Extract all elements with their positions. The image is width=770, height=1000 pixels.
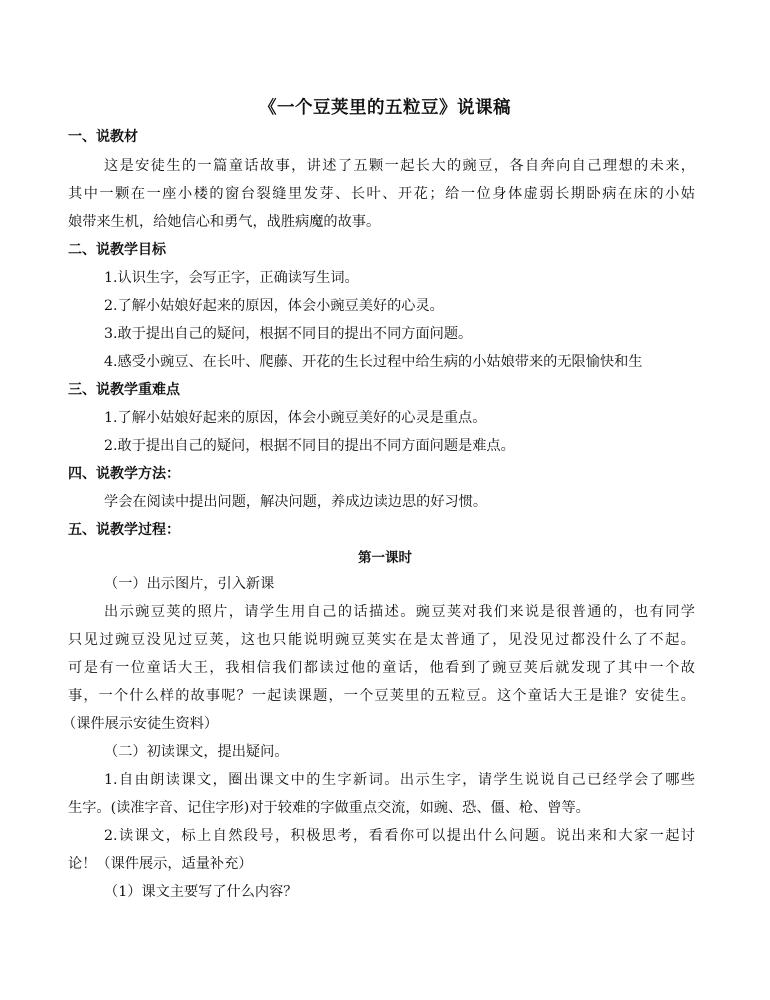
paragraph-line: （课件展示安徒生资料） <box>62 716 219 732</box>
subsection-heading: （二）初读课文，提出疑问。 <box>104 744 289 760</box>
paragraph-line: 娘带来生机，给她信心和勇气，战胜病魔的故事。 <box>68 214 381 230</box>
list-item: 2.了解小姑娘好起来的原因，体会小豌豆美好的心灵。 <box>104 298 444 314</box>
document-title: 《一个豆荚里的五粒豆》说课稿 <box>259 98 511 118</box>
paragraph-line: 论！（课件展示，适量补充） <box>68 856 253 872</box>
paragraph-line: 只见过豌豆没见过豆荚，这也只能说明豌豆荚实在是太普通了，见没见过都没什么了不起。 <box>68 632 695 648</box>
section-heading-process: 五、说教学过程： <box>68 522 180 538</box>
list-item: 1.了解小姑娘好起来的原因，体会小豌豆美好的心灵是重点。 <box>104 410 487 426</box>
list-item: 3.敢于提出自己的疑问，根据不同目的提出不同方面问题。 <box>104 326 473 342</box>
section-heading-methods: 四、说教学方法： <box>68 466 180 482</box>
paragraph-line: 这是安徒生的一篇童话故事，讲述了五颗一起长大的豌豆，各自奔向自己理想的未来， <box>104 158 695 174</box>
paragraph-line: 事，一个什么样的故事呢？一起读课题，一个豆荚里的五粒豆。这个童话大王是谁？安徒生。 <box>68 688 695 704</box>
paragraph-line: 学会在阅读中提出问题，解决问题，养成边读边思的好习惯。 <box>104 494 488 510</box>
section-heading-objectives: 二、说教学目标 <box>68 242 166 258</box>
paragraph-line: 1.自由朗读课文，圈出课文中的生字新词。出示生字，请学生说说自己已经学会了哪些 <box>104 772 695 788</box>
list-item: 4.感受小豌豆、在长叶、爬藤、开花的生长过程中给生病的小姑娘带来的无限愉快和生 <box>104 354 643 370</box>
paragraph-line: 2.读课文，标上自然段号，积极思考，看看你可以提出什么问题。说出来和大家一起讨 <box>104 828 695 844</box>
paragraph-line: 出示豌豆荚的照片，请学生用自己的话描述。豌豆荚对我们来说是很普通的，也有同学 <box>104 604 695 620</box>
question-item: （1）课文主要写了什么内容？ <box>104 884 298 900</box>
list-item: 1.认识生字，会写正字，正确读写生词。 <box>104 270 359 286</box>
paragraph-line: 其中一颗在一座小楼的窗台裂缝里发芽、长叶、开花；给一位身体虚弱长期卧病在床的小姑 <box>68 186 695 202</box>
lesson-title: 第一课时 <box>358 550 412 566</box>
section-heading-key-points: 三、说教学重难点 <box>68 382 180 398</box>
list-item: 2.敢于提出自己的疑问，根据不同目的提出不同方面问题是难点。 <box>104 438 515 454</box>
paragraph-line: 可是有一位童话大王，我相信我们都读过他的童话，他看到了豌豆荚后就发现了其中一个故 <box>68 660 695 676</box>
paragraph-line: 生字。(读准字音、记住字形)对于较难的字做重点交流，如豌、恐、僵、枪、曾等。 <box>68 800 590 816</box>
subsection-heading: （一）出示图片，引入新课 <box>104 576 275 592</box>
section-heading-textbook: 一、说教材 <box>68 129 138 145</box>
